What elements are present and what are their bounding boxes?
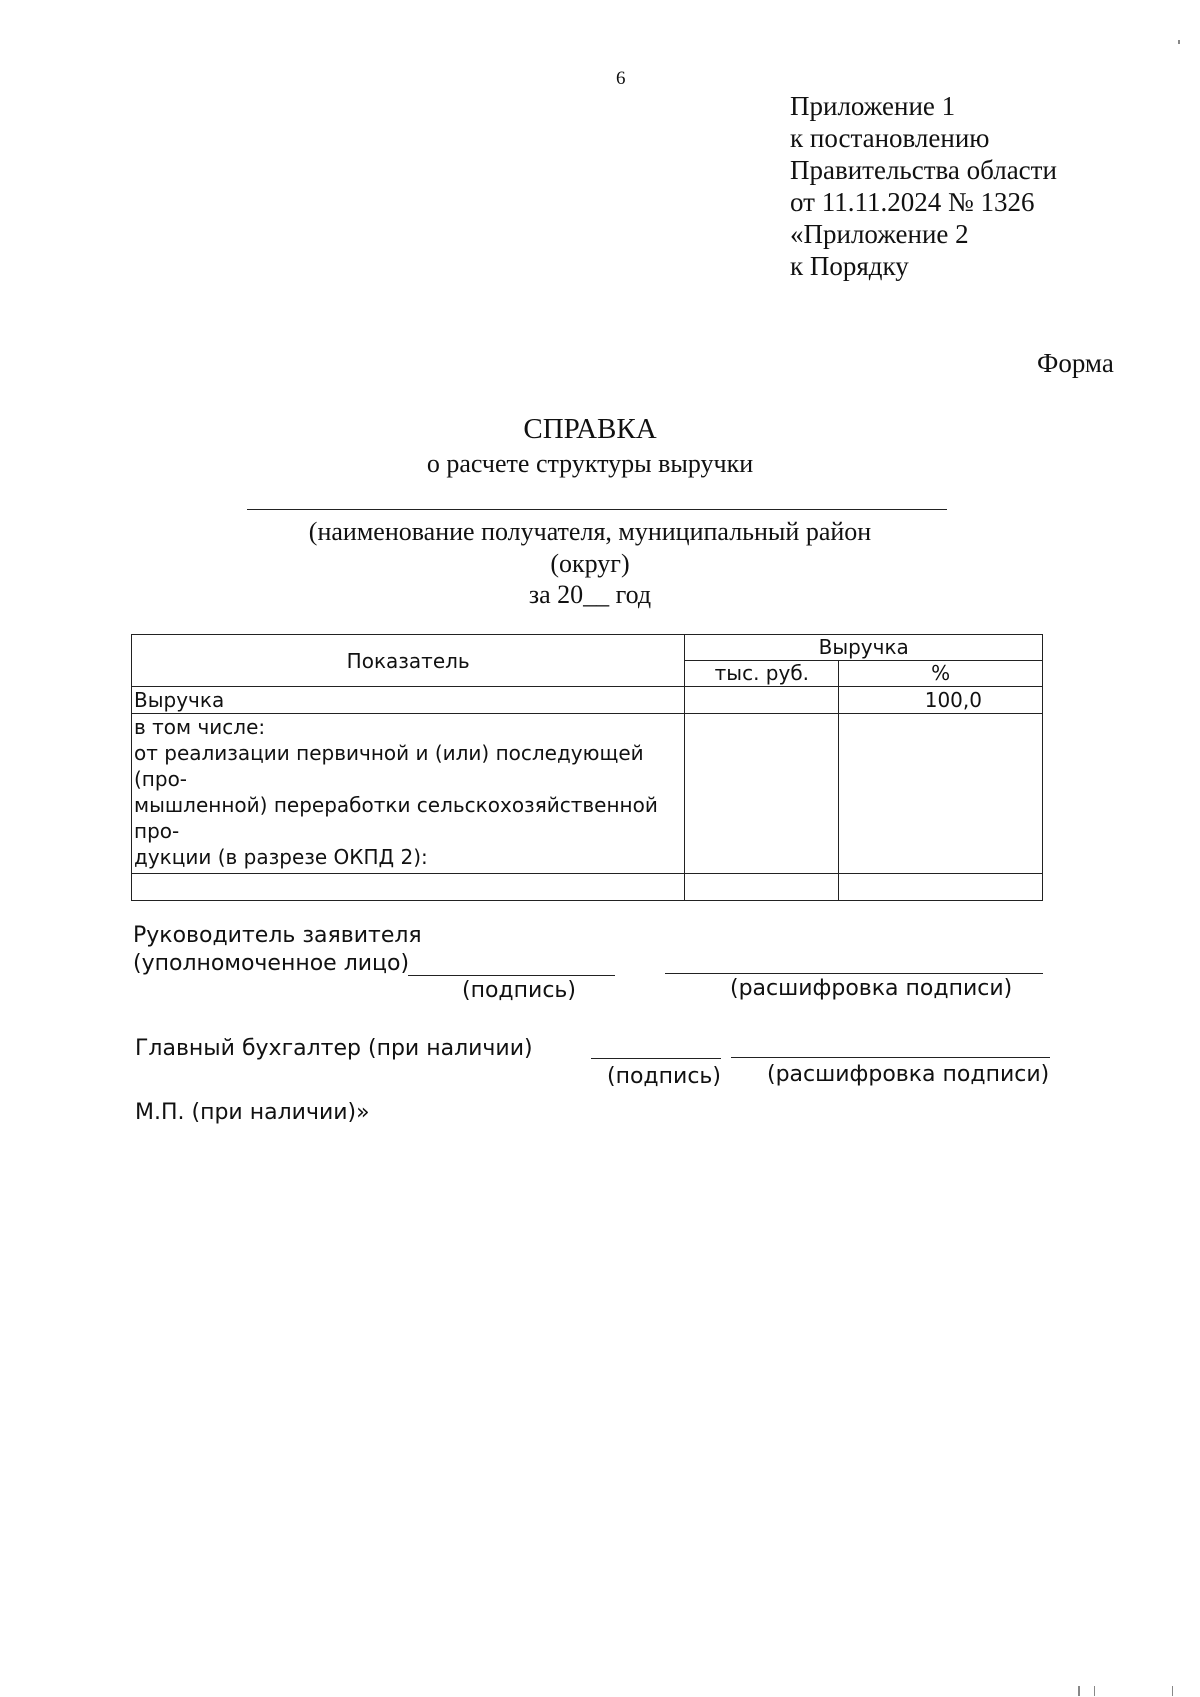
row-including-label [132,714,685,874]
stamp-label: М.П. (при наличии)» [135,1100,370,1125]
empty-cell [685,874,839,901]
head-signature-caption: (подпись) [462,978,576,1003]
recipient-name-line [247,509,947,510]
head-decoding-line [665,973,1043,974]
head-decoding-caption: (расшифровка подписи) [730,976,1013,1001]
appendix-block [790,90,1057,282]
document-subtitle: о расчете структуры выручки [426,449,754,478]
appendix-line: к Порядку [790,251,909,281]
appendix-line: Приложение 1 [790,91,956,121]
table-header-row [132,635,1043,661]
row-revenue-rub-cell [685,687,839,714]
table-row [132,714,1043,874]
recipient-caption [0,516,1180,580]
table-row [132,687,1043,714]
appendix-line: Правительства области [790,155,1057,185]
accountant-decoding-caption: (расшифровка подписи) [767,1062,1050,1087]
appendix-line: к постановлению [790,123,990,153]
header-indicator: Показатель [132,635,685,687]
row-revenue-percent: 100,0 [839,687,1043,714]
page-number: 6 [616,68,626,89]
scan-artifact [1178,40,1180,44]
row-including-line: мышленной) переработки сельскохозяйственной про- [134,793,658,843]
appendix-line: «Приложение 2 [790,219,969,249]
header-thousand-rub: тыс. руб. [685,661,839,687]
head-label-line1: Руководитель заявителя [133,923,422,948]
header-percent: % [839,661,1043,687]
row-including-line: в том числе: [134,715,266,739]
scan-artifact [1078,1686,1080,1696]
table-row [132,874,1043,901]
appendix-line: от 11.11.2024 № 1326 [790,187,1035,217]
accountant-signature-line [591,1058,721,1059]
row-including-line: дукции (в разрезе ОКПД 2): [134,845,428,869]
form-label: Форма [1037,348,1114,378]
recipient-caption-text: (наименование получателя, муниципальный район (округ) [308,517,872,578]
row-revenue-label: Выручка [132,687,685,714]
accountant-signature-caption: (подпись) [607,1064,721,1089]
row-including-percent-cell [839,714,1043,874]
scan-artifact [1094,1686,1095,1696]
empty-cell [839,874,1043,901]
year-line: за 20__ год [528,580,652,609]
row-including-rub-cell [685,714,839,874]
empty-cell [132,874,685,901]
header-revenue: Выручка [685,635,1043,661]
scan-artifact [1172,1686,1173,1696]
head-label-line2: (уполномоченное лицо) [133,951,410,976]
accountant-decoding-line [731,1057,1050,1058]
head-signature-line [408,975,615,976]
document-title: СПРАВКА [523,413,657,445]
revenue-table [131,634,1043,901]
row-including-line: от реализации первичной и (или) последующей (про- [134,741,644,791]
accountant-label: Главный бухгалтер (при наличии) [135,1036,533,1061]
